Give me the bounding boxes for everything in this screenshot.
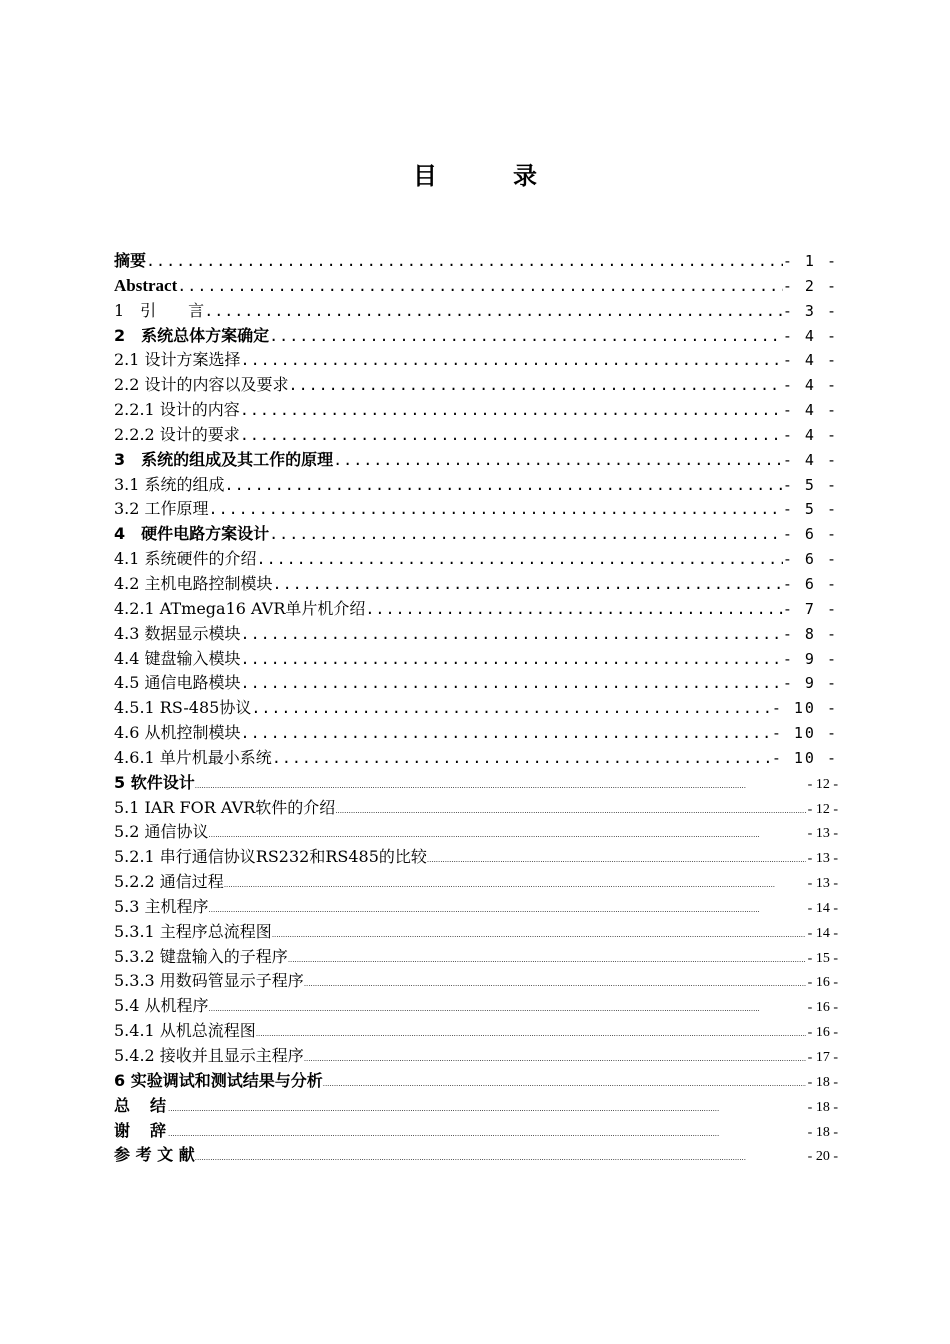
toc-entry[interactable]	[114, 497, 838, 522]
toc-entry-summary[interactable]	[114, 1094, 838, 1119]
toc-leader	[256, 1022, 806, 1044]
toc-page-number: - 18 -	[807, 1124, 838, 1140]
toc-entry[interactable]	[114, 1044, 838, 1069]
toc-entry[interactable]	[114, 845, 838, 870]
toc-entry-introduction[interactable]	[114, 299, 838, 324]
toc-label: 5.3.1 主程序总流程图	[114, 921, 272, 941]
toc-entry[interactable]	[114, 671, 838, 696]
toc-entry-chapter-6[interactable]	[114, 1069, 838, 1094]
toc-entry[interactable]	[114, 895, 838, 920]
toc-page-number: - 13 -	[807, 826, 838, 842]
toc-leader	[209, 898, 806, 920]
toc-page-number: - 16 -	[807, 975, 838, 991]
toc-entry[interactable]	[114, 945, 838, 970]
toc-label: 5.3 主机程序	[114, 896, 209, 916]
toc-leader	[273, 572, 783, 597]
toc-leader	[240, 423, 783, 448]
toc-label: 摘要	[114, 251, 147, 270]
toc-label: 6 实验调试和测试结果与分析	[114, 1070, 323, 1090]
toc-page-number: - 6 -	[782, 525, 838, 544]
toc-page-number: - 18 -	[807, 1074, 838, 1090]
toc-entry[interactable]	[114, 746, 838, 771]
toc-page-number: - 5 -	[782, 500, 838, 519]
toc-page-number: - 16 -	[807, 1000, 838, 1016]
toc-label: 5.4.1 从机总流程图	[114, 1021, 256, 1041]
toc-label: 5.2.2 通信过程	[114, 872, 224, 892]
toc-page-number: - 18 -	[807, 1099, 838, 1115]
toc-page-number: - 6 -	[782, 550, 838, 569]
toc-leader	[195, 1146, 806, 1168]
toc-leader	[365, 597, 782, 622]
toc-leader	[304, 972, 806, 994]
toc-leader	[225, 473, 783, 498]
toc-entry[interactable]	[114, 969, 838, 994]
toc-leader	[168, 1097, 806, 1119]
toc-label: 2.2.2 设计的要求	[114, 424, 240, 444]
toc-label: 5.2 通信协议	[114, 822, 209, 842]
toc-entry-references[interactable]	[114, 1143, 838, 1168]
toc-page-number: - 10 -	[771, 724, 838, 743]
toc-page-number: - 20 -	[807, 1149, 838, 1165]
toc-page-number: - 7 -	[782, 599, 838, 618]
toc-label: 总 结	[114, 1095, 169, 1115]
toc-label: 参 考 文 献	[114, 1145, 195, 1165]
toc-page-number: - 5 -	[782, 475, 838, 494]
toc-leader	[257, 547, 783, 572]
toc-entry[interactable]	[114, 622, 838, 647]
toc-page-number: - 4 -	[782, 425, 838, 444]
toc-leader	[269, 324, 783, 349]
toc-leader	[335, 799, 805, 821]
toc-label: 5.4.2 接收并且显示主程序	[114, 1046, 304, 1065]
toc-page-number: - 10 -	[771, 748, 838, 767]
toc-label: 谢 辞	[114, 1120, 169, 1140]
toc-leader	[241, 622, 783, 647]
toc-leader	[272, 923, 806, 945]
toc-label: 4 硬件电路方案设计	[114, 524, 270, 544]
toc-page-number: - 4 -	[782, 351, 838, 370]
toc-leader	[146, 249, 783, 274]
toc-leader	[168, 1122, 806, 1144]
toc-leader	[241, 647, 783, 672]
toc-entry[interactable]	[114, 597, 838, 622]
toc-label: 5 软件设计	[114, 772, 195, 792]
toc-entry[interactable]	[114, 994, 838, 1019]
toc-label: 2.2 设计的内容以及要求	[114, 375, 289, 395]
toc-label: 1 引 言	[114, 300, 205, 320]
toc-label: 4.6.1 单片机最小系统	[114, 747, 272, 767]
toc-entry-chapter-5[interactable]	[114, 771, 838, 796]
page-title: 目 录	[413, 162, 563, 190]
toc-label: 4.2 主机电路控制模块	[114, 573, 273, 593]
toc-entry[interactable]	[114, 547, 838, 572]
toc-label: Abstract	[114, 275, 178, 295]
toc-label: 4.4 键盘输入模块	[114, 648, 241, 668]
toc-label: 4.5 通信电路模块	[114, 673, 241, 693]
toc-label: 5.3.3 用数码管显示子程序	[114, 971, 304, 991]
toc-page-number: - 14 -	[807, 900, 838, 916]
toc-label: 4.5.1 RS-485协议	[114, 698, 252, 718]
toc-page-number: - 15 -	[807, 950, 838, 966]
toc-page-number: - 2 -	[782, 276, 838, 295]
toc-page-number: - 3 -	[782, 301, 838, 320]
toc-entry[interactable]	[114, 572, 838, 597]
toc-label: 4.2.1 ATmega16 AVR单片机介绍	[114, 598, 366, 618]
toc-leader	[204, 299, 783, 324]
toc-entry[interactable]	[114, 398, 838, 423]
toc-page-number: - 13 -	[807, 876, 838, 892]
toc-label: 3 系统的组成及其工作的原理	[114, 449, 334, 469]
toc-entry[interactable]	[114, 348, 838, 373]
toc-leader	[209, 997, 806, 1019]
toc-label: 5.3.2 键盘输入的子程序	[114, 946, 288, 966]
toc-leader	[209, 823, 806, 845]
table-of-contents	[114, 249, 838, 1168]
toc-entry[interactable]	[114, 423, 838, 448]
toc-page-number: - 4 -	[782, 401, 838, 420]
toc-page-number: - 4 -	[782, 326, 838, 345]
toc-entry-abstract-cn[interactable]	[114, 249, 838, 274]
toc-label: 4.1 系统硬件的介绍	[114, 549, 257, 569]
toc-leader	[177, 274, 783, 299]
toc-leader	[241, 348, 783, 373]
toc-entry[interactable]	[114, 796, 838, 821]
toc-entry[interactable]	[114, 373, 838, 398]
toc-label: 2.2.1 设计的内容	[114, 400, 240, 420]
toc-label: 3.2 工作原理	[114, 499, 209, 519]
toc-entry-abstract-en[interactable]	[114, 274, 838, 299]
toc-page-number: - 13 -	[807, 851, 838, 867]
toc-label: 2.1 设计方案选择	[114, 350, 241, 370]
toc-page-number: - 9 -	[782, 649, 838, 668]
toc-leader	[323, 1072, 806, 1094]
toc-label: 5.4 从机程序	[114, 996, 209, 1016]
toc-label: 5.1 IAR FOR AVR软件的介绍	[114, 797, 336, 817]
toc-entry-acknowledgements[interactable]	[114, 1119, 838, 1144]
toc-entry[interactable]	[114, 870, 838, 895]
toc-page-number: - 14 -	[807, 925, 838, 941]
toc-leader	[269, 522, 783, 547]
toc-leader	[209, 497, 783, 522]
toc-leader	[240, 398, 783, 423]
toc-entry[interactable]	[114, 473, 838, 498]
toc-entry[interactable]	[114, 820, 838, 845]
toc-page-number: - 16 -	[807, 1025, 838, 1041]
toc-page-number: - 4 -	[782, 376, 838, 395]
toc-leader	[272, 746, 772, 771]
toc-entry[interactable]	[114, 696, 838, 721]
toc-leader	[224, 873, 806, 895]
toc-leader	[251, 696, 771, 721]
toc-entry-chapter-3[interactable]	[114, 448, 838, 473]
toc-label: 5.2.1 串行通信协议RS232和RS485的比较	[114, 847, 427, 867]
toc-entry-chapter-4[interactable]	[114, 522, 838, 547]
toc-leader	[289, 373, 783, 398]
toc-leader	[241, 721, 772, 746]
toc-leader	[288, 948, 806, 970]
toc-entry[interactable]	[114, 920, 838, 945]
toc-page-number: - 10 -	[771, 699, 838, 718]
toc-leader	[333, 448, 783, 473]
toc-page-number: - 12 -	[807, 801, 838, 817]
toc-page-number: - 9 -	[782, 674, 838, 693]
toc-entry[interactable]	[114, 721, 838, 746]
toc-entry-chapter-2[interactable]	[114, 324, 838, 349]
toc-leader	[427, 848, 806, 870]
toc-leader	[304, 1047, 806, 1069]
toc-label: 2 系统总体方案确定	[114, 325, 270, 345]
toc-entry[interactable]	[114, 647, 838, 672]
toc-label: 4.6 从机控制模块	[114, 723, 241, 743]
toc-label: 4.3 数据显示模块	[114, 623, 241, 643]
toc-leader	[241, 671, 783, 696]
toc-page-number: - 8 -	[782, 624, 838, 643]
toc-page-number: - 17 -	[807, 1050, 838, 1065]
toc-page-number: - 4 -	[782, 450, 838, 469]
toc-leader	[195, 774, 806, 796]
toc-entry[interactable]	[114, 1019, 838, 1044]
toc-page-number: - 6 -	[782, 574, 838, 593]
toc-page-number: - 1 -	[782, 252, 838, 270]
toc-label: 3.1 系统的组成	[114, 474, 225, 494]
toc-page-number: - 12 -	[807, 776, 838, 792]
